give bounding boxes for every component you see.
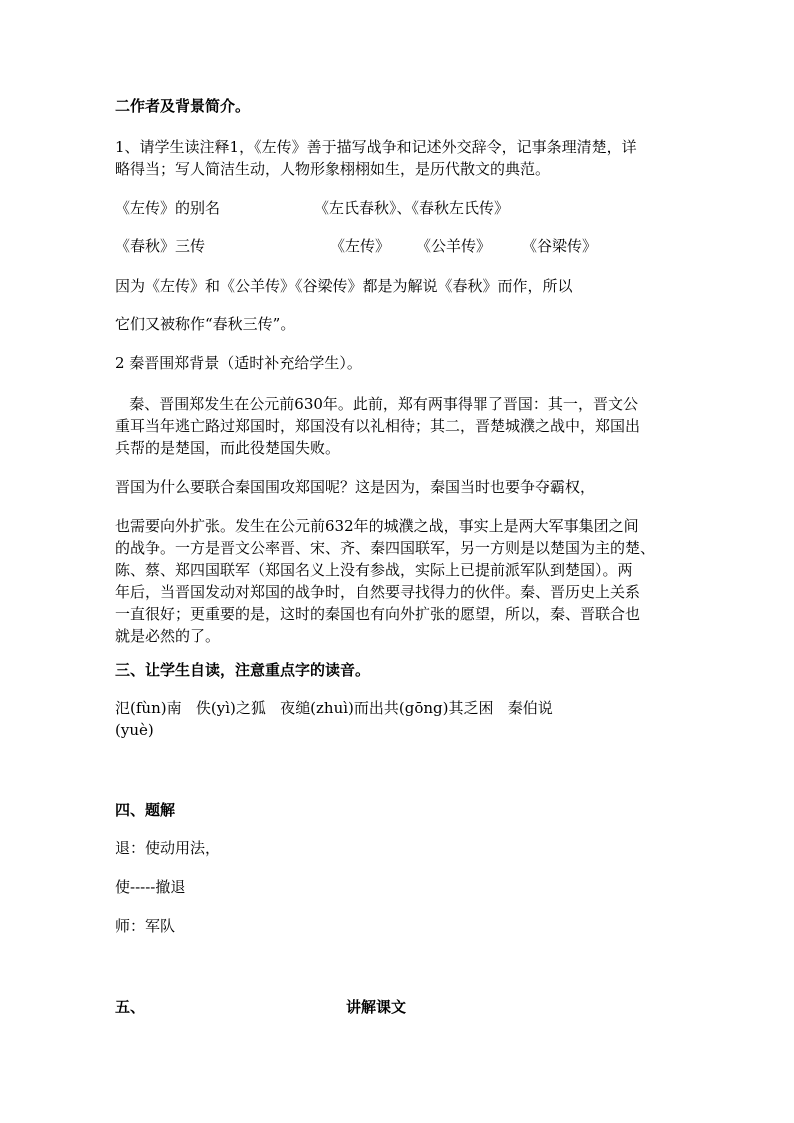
question-line: 晋国为什么要联合秦国围攻郑国呢？这是因为，秦国当时也要争夺霸权， xyxy=(115,478,596,496)
section-5-number: 五、 xyxy=(115,998,146,1016)
title-note-line-1: 退：使动用法， xyxy=(115,839,221,857)
answer-line-4: 年后，当晋国发动对郑国的战争时，自然要寻找得力的伙伴。秦、晋历史上关系 xyxy=(115,583,641,601)
section-5-title: 讲解课文 xyxy=(346,998,407,1016)
background-title: 2 秦晋围郑背景（适时补充给学生）。 xyxy=(115,354,362,372)
pinyin-line-2: (yuè) xyxy=(115,721,154,739)
three-commentaries-label: 《春秋》三传 xyxy=(115,237,206,255)
alias-value: 《左氏春秋》、《春秋左氏传》 xyxy=(314,199,510,217)
section-3-heading: 三、让学生自读，注意重点字的读音。 xyxy=(115,661,371,679)
commentary-zuozhuan: 《左传》 xyxy=(330,237,391,255)
commentary-guliang: 《谷梁传》 xyxy=(522,237,598,255)
background-line-2: 重耳当年逃亡路过郑国时，郑国没有以礼相待；其二，晋楚城濮之战中，郑国出 xyxy=(115,417,641,435)
answer-line-5: 一直很好；更重要的是，这时的秦国也有向外扩张的愿望，所以，秦、晋联合也 xyxy=(115,605,641,623)
answer-line-6: 就是必然的了。 xyxy=(115,627,221,645)
note-paragraph-line-2: 略得当；写人简洁生动，人物形象栩栩如生，是历代散文的典范。 xyxy=(115,160,551,178)
answer-line-1: 也需要向外扩张。发生在公元前632年的城濮之战，事实上是两大军事集团之间 xyxy=(115,517,639,535)
commentary-gongyang: 《公羊传》 xyxy=(416,237,492,255)
explanation-line-1: 因为《左传》和《公羊传》《谷梁传》都是为解说《春秋》而作，所以 xyxy=(115,277,573,295)
background-line-3: 兵帮的是楚国，而此役楚国失败。 xyxy=(115,439,341,457)
title-note-line-3: 师：军队 xyxy=(115,917,176,935)
answer-line-2: 的战争。一方是晋文公率晋、宋、齐、秦四国联军，另一方则是以楚国为主的楚、 xyxy=(115,539,656,557)
title-note-line-2: 使-----撤退 xyxy=(115,878,186,896)
section-2-heading: 二作者及背景简介。 xyxy=(115,97,251,115)
pinyin-line-1: 氾(fùn)南 佚(yì)之狐 夜缒(zhuì)而出共(gōng)其乏困 秦伯说 xyxy=(115,699,553,717)
background-line-1: 秦、晋围郑发生在公元前630年。此前，郑有两事得罪了晋国：其一，晋文公 xyxy=(115,395,638,413)
answer-line-3: 陈、蔡、郑四国联军（郑国名义上没有参战，实际上已提前派军队到楚国）。两 xyxy=(115,561,633,579)
alias-label: 《左传》的别名 xyxy=(115,199,221,217)
explanation-line-2: 它们又被称作“春秋三传”。 xyxy=(115,315,296,333)
section-4-heading: 四、题解 xyxy=(115,801,176,819)
note-paragraph-line-1: 1、请学生读注释1，《左传》善于描写战争和记述外交辞令，记事条理清楚，详 xyxy=(115,138,637,156)
